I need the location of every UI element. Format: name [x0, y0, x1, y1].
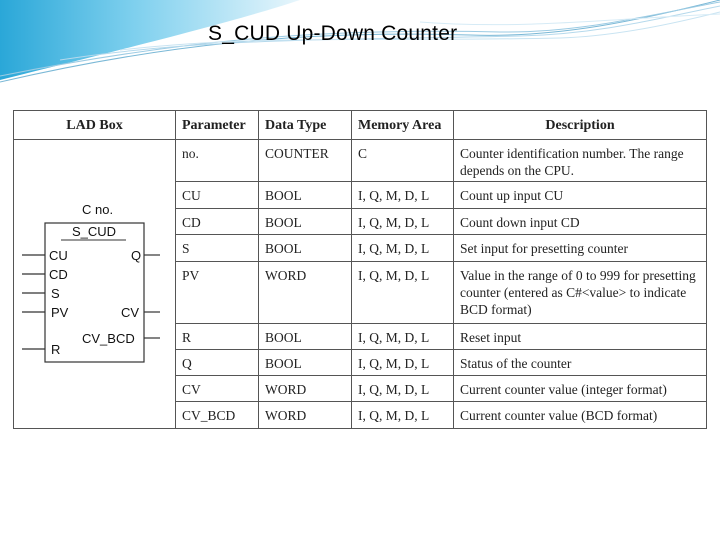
cell-memory-area: I, Q, M, D, L	[352, 209, 454, 235]
cell-data-type: COUNTER	[259, 140, 352, 182]
lad-block-name: S_CUD	[72, 224, 117, 239]
header-data-type: Data Type	[259, 111, 352, 140]
cell-description: Count up input CU	[454, 182, 707, 209]
lad-input-cd: CD	[49, 267, 68, 282]
header-description: Description	[454, 111, 707, 140]
cell-memory-area: C	[352, 140, 454, 182]
table-row	[14, 140, 707, 182]
cell-memory-area: I, Q, M, D, L	[352, 375, 454, 401]
cell-description: Counter identification number. The range depends on the CPU.	[454, 140, 707, 182]
lad-input-cu: CU	[49, 248, 68, 263]
lad-output-q: Q	[131, 248, 142, 263]
header-parameter: Parameter	[176, 111, 259, 140]
lad-box-diagram	[14, 140, 176, 428]
cell-memory-area: I, Q, M, D, L	[352, 182, 454, 209]
cell-memory-area: I, Q, M, D, L	[352, 235, 454, 262]
slide-title: S_CUD Up-Down Counter	[208, 22, 458, 45]
cell-description: Reset input	[454, 323, 707, 349]
cell-parameter: S	[176, 235, 259, 262]
cell-parameter: CD	[176, 209, 259, 235]
lad-counter-label: C no.	[82, 202, 114, 217]
cell-description: Current counter value (BCD format)	[454, 401, 707, 428]
cell-data-type: WORD	[259, 401, 352, 428]
cell-parameter: R	[176, 323, 259, 349]
decorative-swoosh	[0, 0, 720, 95]
lad-input-s: S	[51, 286, 60, 301]
cell-data-type: WORD	[259, 262, 352, 323]
cell-parameter: no.	[176, 140, 259, 182]
cell-data-type: WORD	[259, 375, 352, 401]
header-lad-box: LAD Box	[14, 111, 176, 140]
cell-parameter: CV_BCD	[176, 401, 259, 428]
cell-parameter: CU	[176, 182, 259, 209]
lad-input-pv: PV	[51, 305, 69, 320]
cell-memory-area: I, Q, M, D, L	[352, 262, 454, 323]
cell-data-type: BOOL	[259, 209, 352, 235]
lad-output-cv: CV	[121, 305, 140, 320]
cell-data-type: BOOL	[259, 235, 352, 262]
lad-box-cell	[14, 140, 176, 429]
cell-description: Count down input CD	[454, 209, 707, 235]
cell-description: Set input for presetting counter	[454, 235, 707, 262]
cell-description: Current counter value (integer format)	[454, 375, 707, 401]
parameter-table	[13, 110, 707, 429]
cell-description: Status of the counter	[454, 349, 707, 375]
cell-data-type: BOOL	[259, 182, 352, 209]
cell-parameter: CV	[176, 375, 259, 401]
cell-data-type: BOOL	[259, 323, 352, 349]
cell-parameter: PV	[176, 262, 259, 323]
cell-data-type: BOOL	[259, 349, 352, 375]
cell-memory-area: I, Q, M, D, L	[352, 323, 454, 349]
cell-parameter: Q	[176, 349, 259, 375]
lad-input-r: R	[51, 342, 61, 357]
header-memory-area: Memory Area	[352, 111, 454, 140]
cell-description: Value in the range of 0 to 999 for presetting counter (entered as C#<value> to indicate BCD format)	[454, 262, 707, 323]
cell-memory-area: I, Q, M, D, L	[352, 401, 454, 428]
lad-output-cv-bcd: CV_BCD	[82, 331, 135, 346]
cell-memory-area: I, Q, M, D, L	[352, 349, 454, 375]
table-header-row	[14, 111, 707, 140]
